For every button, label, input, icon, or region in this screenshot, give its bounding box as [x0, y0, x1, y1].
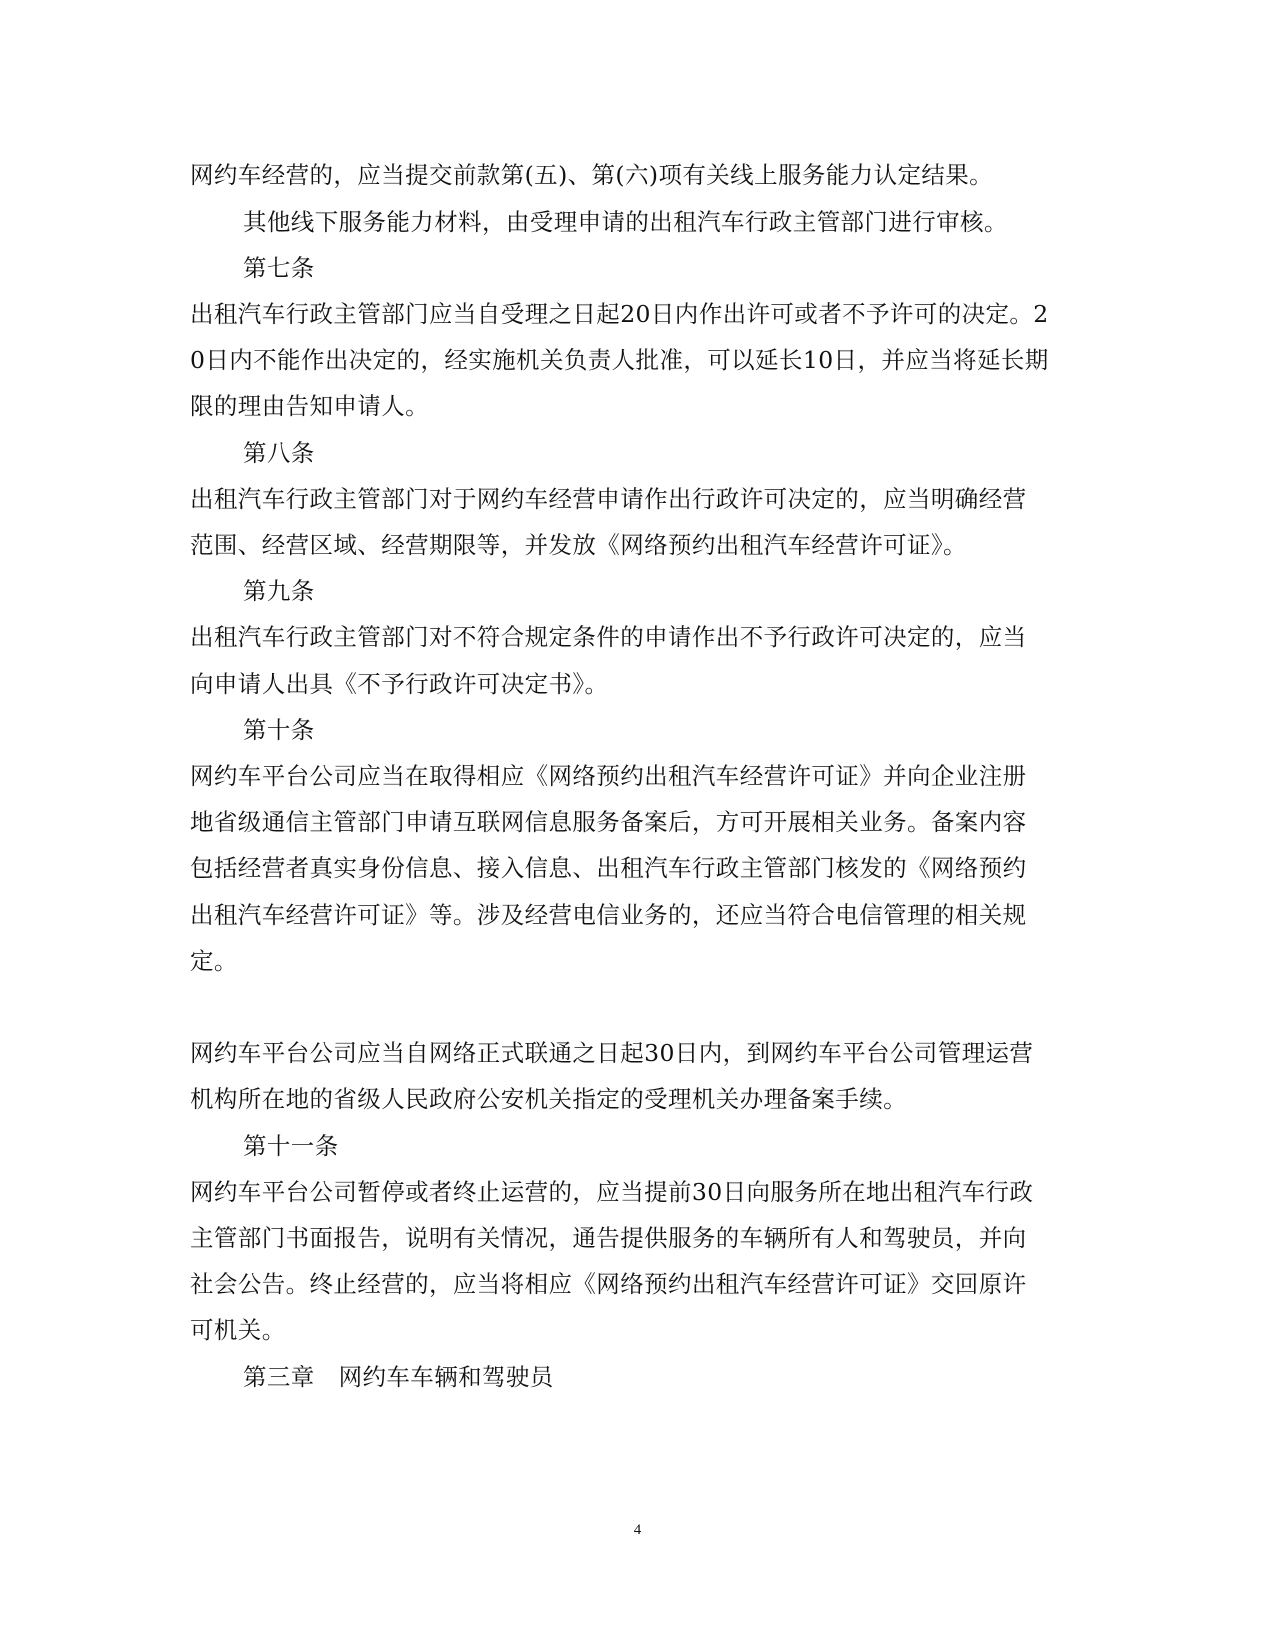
article-heading: 第十条 [243, 716, 315, 744]
paragraph-line: 出租汽车行政主管部门对不符合规定条件的申请作出不予行政许可决定的，应当 [190, 623, 1027, 651]
paragraph-line: 可机关。 [190, 1316, 286, 1344]
paragraph-line: 出租汽车经营许可证》等。涉及经营电信业务的，还应当符合电信管理的相关规 [190, 901, 1027, 929]
chapter-heading: 第三章 网约车车辆和驾驶员 [243, 1363, 554, 1391]
paragraph-line: 地省级通信主管部门申请互联网信息服务备案后，方可开展相关业务。备案内容 [190, 808, 1027, 836]
paragraph-line: 网约车平台公司暂停或者终止运营的，应当提前30日向服务所在地出租汽车行政 [190, 1178, 1034, 1206]
paragraph-line: 机构所在地的省级人民政府公安机关指定的受理机关办理备案手续。 [190, 1085, 907, 1113]
paragraph-line: 范围、经营区域、经营期限等，并发放《网络预约出租汽车经营许可证》。 [190, 531, 967, 559]
paragraph-line: 出租汽车行政主管部门应当自受理之日起20日内作出许可或者不予许可的决定。2 [190, 300, 1049, 328]
paragraph-line: 出租汽车行政主管部门对于网约车经营申请作出行政许可决定的，应当明确经营 [190, 485, 1027, 513]
paragraph-line: 网约车经营的，应当提交前款第(五)、第(六)项有关线上服务能力认定结果。 [190, 161, 994, 189]
paragraph-line: 网约车平台公司应当自网络正式联通之日起30日内，到网约车平台公司管理运营 [190, 1039, 1034, 1067]
paragraph-line: 0日内不能作出决定的，经实施机关负责人批准，可以延长10日，并应当将延长期 [190, 346, 1049, 374]
article-heading: 第九条 [243, 577, 315, 605]
paragraph-line: 定。 [190, 947, 238, 975]
paragraph-line: 主管部门书面报告，说明有关情况，通告提供服务的车辆所有人和驾驶员，并向 [190, 1224, 1027, 1252]
page-number: 4 [633, 1522, 642, 1538]
paragraph-line: 限的理由告知申请人。 [190, 392, 429, 420]
paragraph-line: 其他线下服务能力材料，由受理申请的出租汽车行政主管部门进行审核。 [243, 208, 1008, 236]
paragraph-line: 社会公告。终止经营的，应当将相应《网络预约出租汽车经营许可证》交回原许 [190, 1270, 1027, 1298]
article-heading: 第十一条 [243, 1132, 339, 1160]
paragraph-line: 网约车平台公司应当在取得相应《网络预约出租汽车经营许可证》并向企业注册 [190, 762, 1027, 790]
paragraph-line: 向申请人出具《不予行政许可决定书》。 [190, 670, 609, 698]
article-heading: 第八条 [243, 439, 315, 467]
paragraph-line: 包括经营者真实身份信息、接入信息、出租汽车行政主管部门核发的《网络预约 [190, 854, 1027, 882]
article-heading: 第七条 [243, 254, 315, 282]
